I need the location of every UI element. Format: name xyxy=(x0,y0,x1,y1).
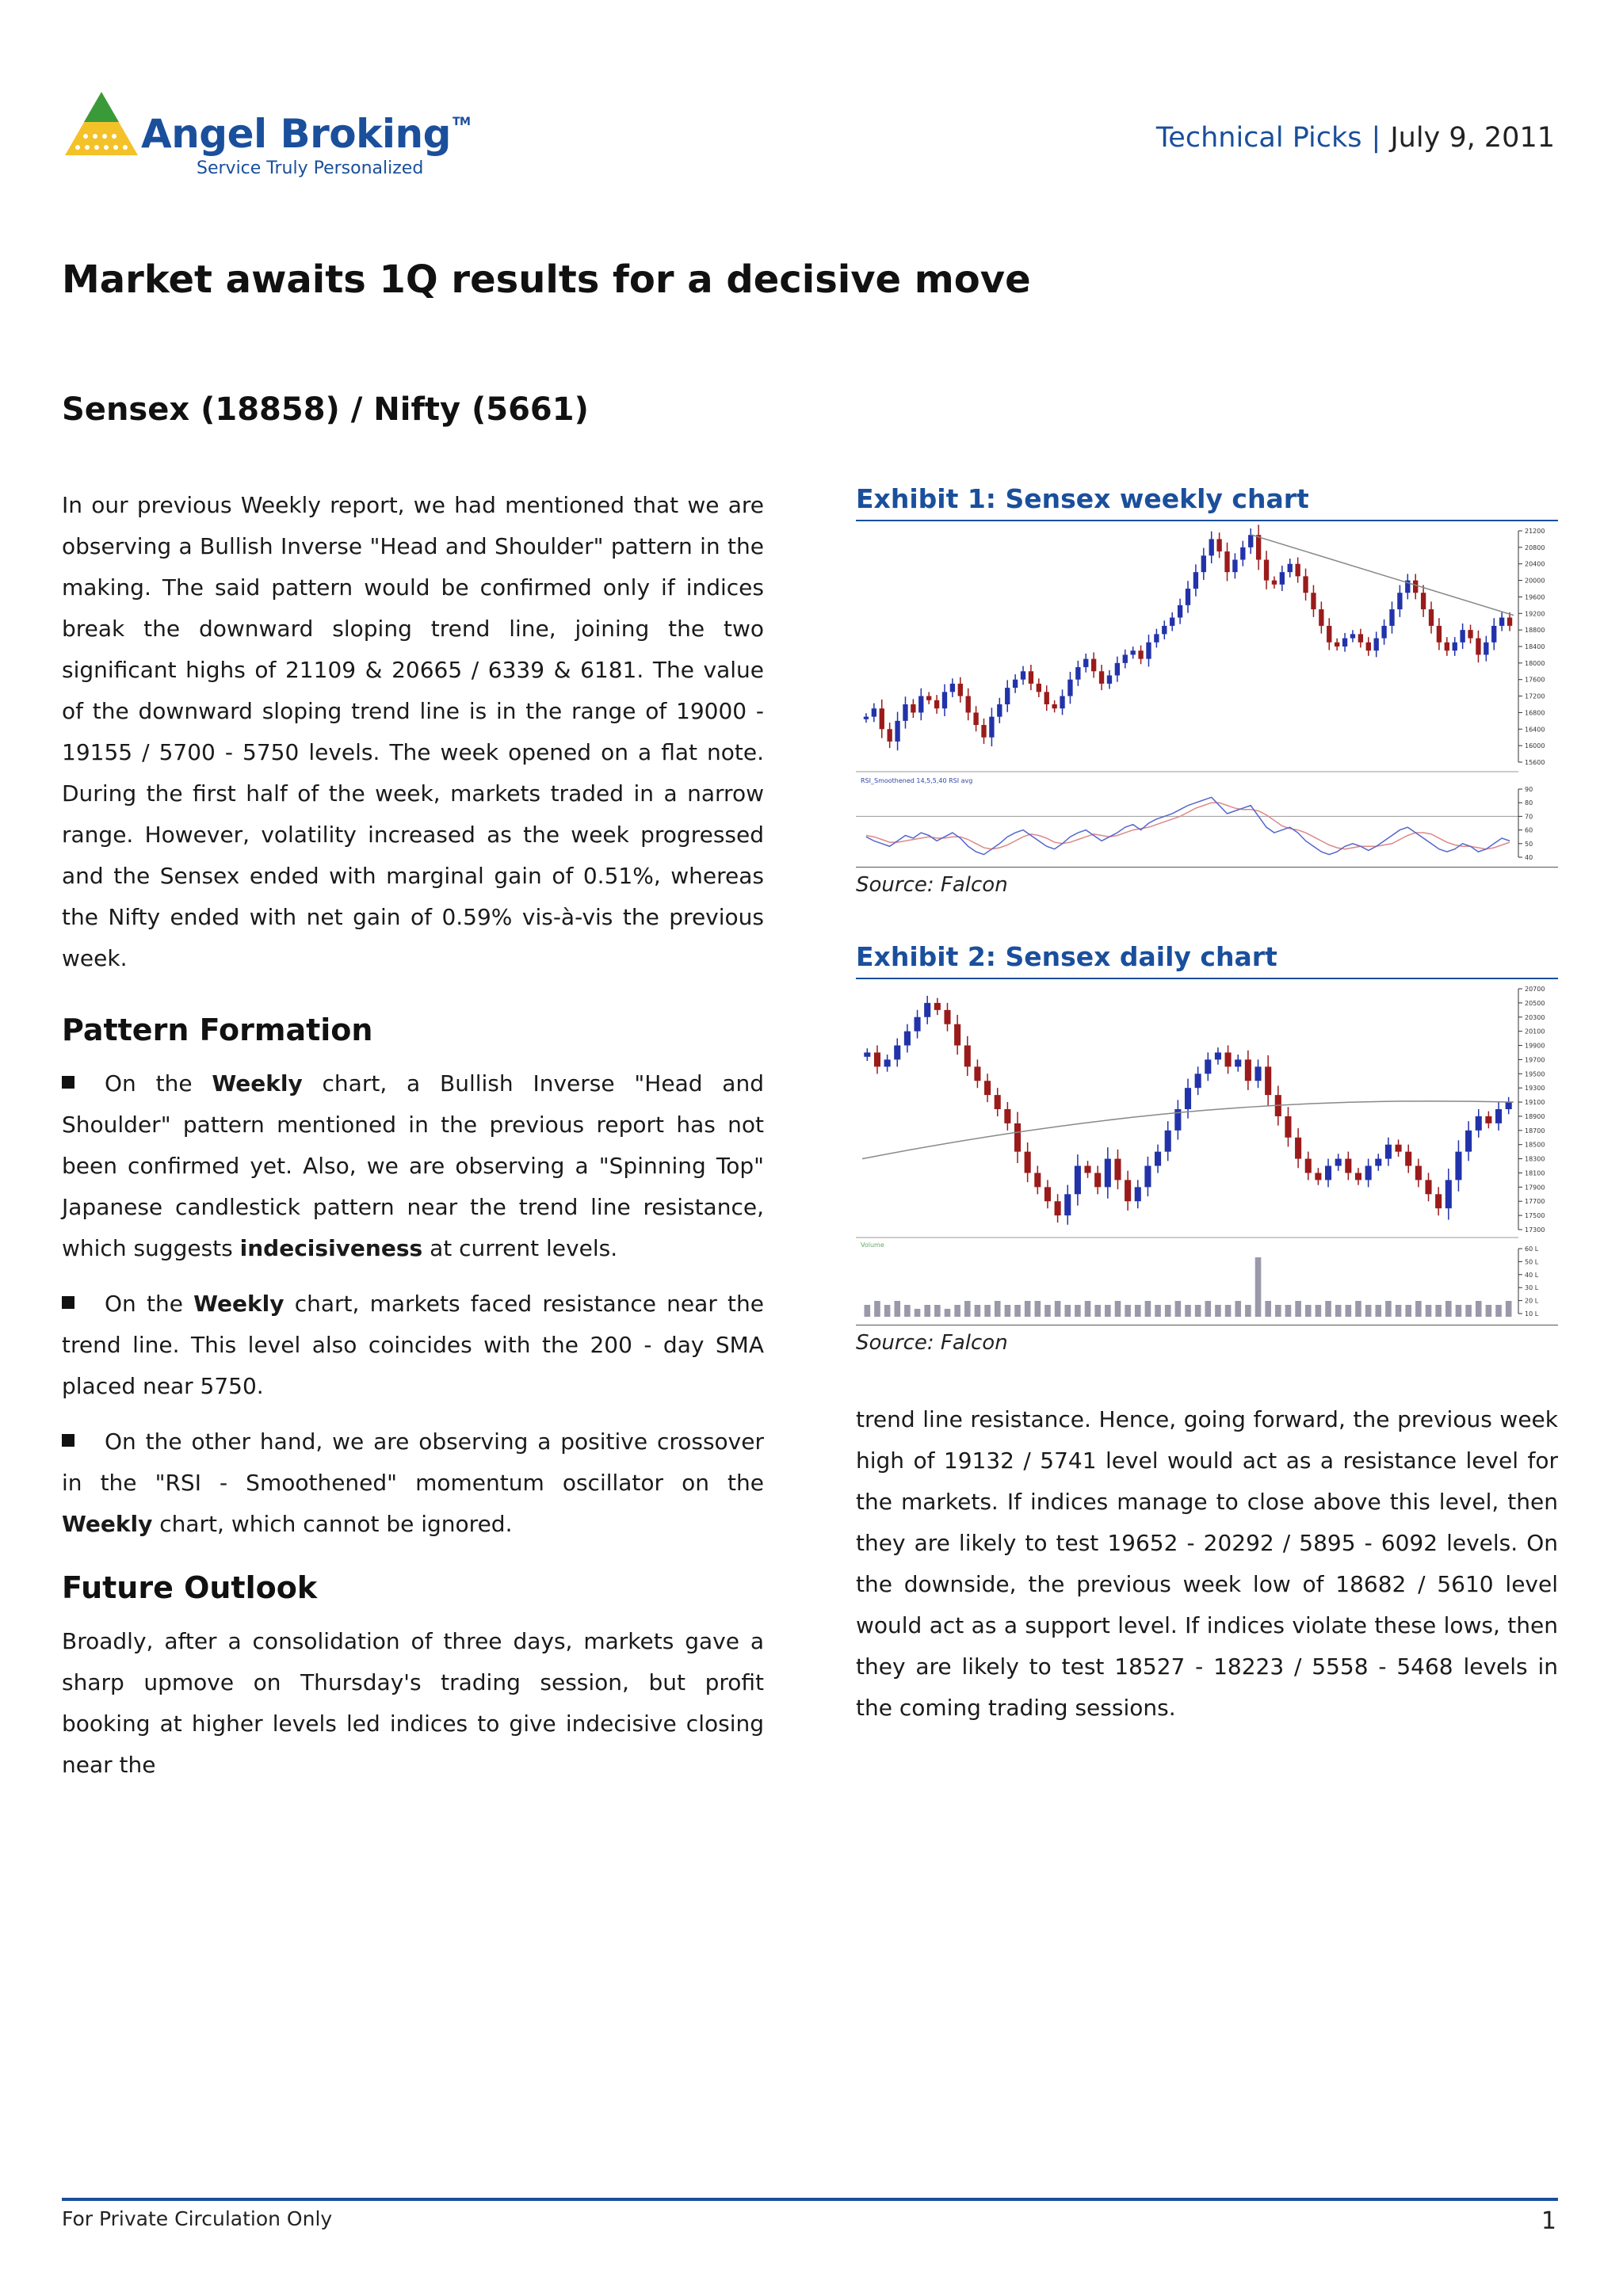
daily-candle xyxy=(1285,1116,1291,1138)
weekly-candle xyxy=(1240,547,1245,560)
weekly-candle xyxy=(1264,560,1269,581)
volume-bar xyxy=(1064,1305,1071,1317)
report-date: July 9, 2011 xyxy=(1390,122,1555,154)
daily-candle xyxy=(1055,1201,1061,1215)
daily-price-tick-label: 20500 xyxy=(1525,999,1545,1007)
weekly-candle xyxy=(887,729,892,742)
volume-bar xyxy=(1265,1301,1271,1317)
weekly-candle xyxy=(1029,671,1033,684)
daily-candle xyxy=(1345,1159,1351,1173)
weekly-candle xyxy=(872,708,876,716)
weekly-candle xyxy=(934,700,939,708)
weekly-price-tick-label: 20800 xyxy=(1525,543,1545,551)
volume-bar xyxy=(995,1301,1001,1317)
volume-bar xyxy=(1316,1305,1322,1317)
daily-candle xyxy=(1265,1066,1271,1095)
daily-candle xyxy=(1465,1131,1472,1152)
volume-tick-label: 40 L xyxy=(1525,1271,1539,1279)
weekly-candle xyxy=(1413,581,1418,593)
weekly-candle xyxy=(895,721,899,742)
daily-candle xyxy=(1485,1116,1491,1123)
daily-price-tick-label: 18300 xyxy=(1525,1155,1545,1163)
daily-candle xyxy=(1495,1109,1502,1123)
volume-bar xyxy=(1175,1301,1182,1317)
intro-paragraph: In our previous Weekly report, we had mentioned that we are observing a Bullish Inverse "Head and Shoulder" pattern in the making. The said pattern would be confirmed only if indices break the downward sloping trend line, joining the two significant highs of 21109 & 20665 / 6339 & 6181. The value of the downward sloping trend line is in the range of 19000 - 19155 / 5700 - 5750 levels. The week opened on a flat note. During the first half of the week, markets traded in a narrow range. However, volatility increased as the week progressed and the Sensex ended with marginal gain of 0.51%, whereas the Nifty ended with net gain of 0.59% vis-à-vis the previous week. xyxy=(62,492,764,971)
weekly-candle xyxy=(880,708,884,729)
daily-candle xyxy=(1425,1180,1431,1194)
volume-bar xyxy=(1155,1305,1161,1317)
daily-candle xyxy=(1415,1166,1422,1180)
volume-bar xyxy=(1365,1305,1372,1317)
rsi-tick-label: 40 xyxy=(1525,854,1533,861)
volume-bar xyxy=(1195,1305,1201,1317)
daily-candle xyxy=(974,1066,980,1081)
outlook-paragraph-2: trend line resistance. Hence, going forward, the previous week high of 19132 / 5741 level would act as a resistance level for the markets. If indices manage to close above this level, then they are likely to test 19652 - 20292 / 5895 - 6092 levels. On the downside, the previous week low of 18682 / 5610 level would act as a support level. If indices violate these lows, then they are likely to test 18527 - 18223 / 5558 - 5468 levels in the coming trading sessions. xyxy=(856,1406,1558,1721)
volume-bar xyxy=(1305,1305,1312,1317)
daily-candle xyxy=(1155,1152,1161,1166)
weekly-candle xyxy=(918,696,923,713)
exhibit1-title: Exhibit 1: Sensex weekly chart xyxy=(856,483,1309,514)
daily-candle xyxy=(944,1010,950,1024)
volume-bar xyxy=(1245,1305,1251,1317)
volume-bar xyxy=(1225,1305,1232,1317)
weekly-candle xyxy=(1178,605,1182,618)
weekly-candle xyxy=(1005,688,1010,704)
volume-bar xyxy=(1415,1301,1422,1317)
volume-bar xyxy=(1025,1301,1031,1317)
weekly-candle xyxy=(1232,560,1237,573)
weekly-candle xyxy=(1193,572,1198,589)
daily-candle xyxy=(1094,1173,1101,1187)
volume-bar xyxy=(945,1309,951,1317)
daily-candle xyxy=(1254,1066,1261,1081)
weekly-candle xyxy=(1389,609,1394,626)
weekly-candle xyxy=(1186,589,1190,605)
weekly-candle xyxy=(1037,684,1041,692)
weekly-candle xyxy=(1154,634,1159,642)
daily-candle xyxy=(1385,1145,1392,1159)
volume-bar xyxy=(975,1305,981,1317)
daily-price-tick-label: 20300 xyxy=(1525,1013,1545,1021)
weekly-candle xyxy=(1162,626,1167,634)
daily-candle xyxy=(1365,1166,1372,1180)
weekly-candle xyxy=(1350,634,1355,638)
weekly-candle xyxy=(1280,572,1285,585)
weekly-candle xyxy=(1374,639,1379,651)
volume-bar xyxy=(1185,1305,1191,1317)
daily-candle xyxy=(1506,1102,1512,1109)
daily-candle xyxy=(1014,1123,1021,1152)
exhibit1-bottom-rule xyxy=(856,867,1558,868)
daily-candle xyxy=(1225,1052,1232,1066)
weekly-candle xyxy=(1295,564,1300,577)
volume-bar xyxy=(1275,1305,1281,1317)
weekly-candle xyxy=(1123,654,1128,662)
volume-bar xyxy=(865,1305,871,1317)
weekly-candle xyxy=(1460,630,1465,643)
daily-candle xyxy=(915,1017,921,1032)
weekly-price-tick-label: 18400 xyxy=(1525,643,1545,650)
volume-bar xyxy=(1375,1305,1381,1317)
daily-candle xyxy=(995,1095,1001,1109)
daily-candle xyxy=(1455,1152,1461,1180)
daily-candle xyxy=(1144,1166,1151,1188)
volume-bar xyxy=(1235,1301,1241,1317)
volume-bar xyxy=(1495,1305,1502,1317)
daily-price-tick-label: 17900 xyxy=(1525,1184,1545,1192)
weekly-candle xyxy=(1060,696,1064,709)
volume-bar xyxy=(1165,1305,1171,1317)
volume-bar xyxy=(924,1305,930,1317)
weekly-candle xyxy=(1216,539,1221,551)
volume-bar xyxy=(874,1301,880,1317)
weekly-price-tick-label: 19600 xyxy=(1525,593,1545,601)
volume-tick-label: 50 L xyxy=(1525,1258,1539,1266)
volume-bar xyxy=(915,1309,921,1317)
weekly-candle xyxy=(1067,680,1072,696)
daily-candle xyxy=(1305,1159,1312,1173)
volume-bar xyxy=(1465,1305,1472,1317)
daily-price-tick-label: 19300 xyxy=(1525,1085,1545,1093)
daily-candle xyxy=(964,1046,971,1067)
volume-bar xyxy=(1295,1301,1301,1317)
volume-bar xyxy=(1385,1301,1392,1317)
weekly-candle xyxy=(1288,564,1293,572)
volume-bar xyxy=(1396,1305,1402,1317)
weekly-price-tick-label: 18000 xyxy=(1525,659,1545,667)
daily-price-tick-label: 20100 xyxy=(1525,1028,1545,1035)
weekly-candle xyxy=(1429,609,1434,626)
volume-bar xyxy=(1075,1305,1081,1317)
weekly-price-tick-label: 20400 xyxy=(1525,560,1545,568)
weekly-candle xyxy=(1445,643,1449,650)
weekly-candle xyxy=(1311,593,1316,609)
daily-candle xyxy=(1195,1074,1201,1088)
daily-candle xyxy=(1105,1159,1111,1188)
daily-candle xyxy=(1315,1173,1321,1180)
rsi-tick-label: 60 xyxy=(1525,826,1533,834)
daily-candle xyxy=(1185,1088,1191,1109)
weekly-price-tick-label: 15600 xyxy=(1525,759,1545,766)
weekly-candle xyxy=(1468,630,1472,638)
footer-disclaimer: For Private Circulation Only xyxy=(62,2207,333,2230)
volume-bar xyxy=(894,1301,900,1317)
volume-bar xyxy=(954,1305,960,1317)
weekly-price-tick-label: 16400 xyxy=(1525,726,1545,734)
weekly-price-tick-label: 16000 xyxy=(1525,742,1545,750)
weekly-candle xyxy=(973,712,978,725)
daily-candle xyxy=(1355,1173,1361,1180)
volume-bar xyxy=(1135,1305,1141,1317)
sensex-daily-chart xyxy=(856,982,1558,1323)
daily-candle xyxy=(1034,1173,1041,1187)
volume-bar xyxy=(964,1301,971,1317)
daily-price-tick-label: 18100 xyxy=(1525,1169,1545,1177)
daily-candle xyxy=(1235,1059,1241,1066)
volume-bar xyxy=(1145,1301,1151,1317)
weekly-candle xyxy=(1272,581,1277,585)
daily-candle xyxy=(1125,1180,1131,1201)
weekly-candle xyxy=(997,704,1002,717)
daily-candle xyxy=(1165,1131,1171,1152)
volume-tick-label: 60 L xyxy=(1525,1245,1539,1253)
volume-legend: Volume xyxy=(861,1241,884,1249)
exhibit1-source: Source: Falcon xyxy=(856,873,1008,897)
volume-tick-label: 10 L xyxy=(1525,1310,1539,1318)
weekly-candle xyxy=(1131,650,1136,654)
volume-bar xyxy=(1125,1305,1131,1317)
daily-candle xyxy=(884,1059,891,1066)
weekly-candle xyxy=(966,696,971,713)
daily-candle xyxy=(1025,1152,1031,1173)
daily-candle xyxy=(1044,1187,1051,1201)
daily-candle xyxy=(1335,1159,1342,1166)
weekly-candle xyxy=(1381,626,1386,639)
weekly-candle xyxy=(1256,535,1261,559)
volume-bar xyxy=(1445,1301,1452,1317)
rsi-tick-label: 50 xyxy=(1525,840,1533,848)
daily-candle xyxy=(1435,1194,1442,1208)
volume-bar xyxy=(1435,1305,1442,1317)
pattern-bullet-1: On the Weekly chart, a Bullish Inverse "Head and Shoulder" pattern mentioned in the previous report has not been confirmed yet. Also, we are observing a "Spinning Top" Japanese candlestick pattern near the trend line resistance, which suggests indecisiveness at current levels. xyxy=(62,1070,764,1261)
weekly-price-tick-label: 21200 xyxy=(1525,528,1545,535)
weekly-candle xyxy=(950,684,955,692)
volume-bar xyxy=(1426,1305,1432,1317)
weekly-candle xyxy=(1107,676,1112,684)
daily-candle xyxy=(1375,1159,1381,1166)
volume-bar xyxy=(1094,1305,1101,1317)
weekly-candle xyxy=(1358,634,1363,642)
weekly-candle xyxy=(1138,650,1143,658)
volume-bar xyxy=(1476,1301,1482,1317)
pattern-heading: Pattern Formation xyxy=(62,1013,373,1047)
daily-price-tick-label: 19100 xyxy=(1525,1099,1545,1107)
volume-bar xyxy=(1055,1301,1061,1317)
daily-candle xyxy=(1215,1052,1221,1059)
rsi-avg-line xyxy=(866,803,1510,849)
daily-candle xyxy=(894,1046,900,1060)
rsi-tick-label: 70 xyxy=(1525,813,1533,821)
rsi-legend: RSI_Smoothened 14,5,5,40 RSI avg xyxy=(861,777,973,784)
volume-bar xyxy=(1044,1305,1051,1317)
volume-bar xyxy=(1215,1305,1221,1317)
weekly-candle xyxy=(1499,618,1504,626)
exhibit2-title: Exhibit 2: Sensex daily chart xyxy=(856,941,1277,972)
volume-bar xyxy=(1115,1301,1121,1317)
daily-candle xyxy=(1084,1166,1090,1173)
volume-tick-label: 30 L xyxy=(1525,1284,1539,1292)
sensex-weekly-chart xyxy=(856,524,1558,865)
daily-price-tick-label: 17700 xyxy=(1525,1198,1545,1206)
rsi-tick-label: 80 xyxy=(1525,799,1533,807)
daily-price-tick-label: 17300 xyxy=(1525,1226,1545,1234)
volume-bar xyxy=(1486,1305,1492,1317)
left-column xyxy=(62,485,764,1786)
daily-candle xyxy=(874,1052,880,1066)
volume-bar xyxy=(1035,1301,1041,1317)
volume-bar xyxy=(1456,1305,1462,1317)
daily-price-tick-label: 18700 xyxy=(1525,1127,1545,1135)
weekly-candle xyxy=(1013,680,1018,688)
daily-candle xyxy=(1205,1059,1211,1074)
weekly-candle xyxy=(926,696,931,700)
volume-bar xyxy=(934,1305,941,1317)
exhibit2-rule xyxy=(856,978,1558,979)
weekly-candle xyxy=(989,717,994,738)
footer-rule xyxy=(62,2198,1558,2201)
weekly-candle xyxy=(1248,535,1253,547)
page-number: 1 xyxy=(1541,2207,1556,2235)
daily-candle xyxy=(954,1024,960,1046)
volume-bar xyxy=(1325,1301,1331,1317)
daily-candle xyxy=(1245,1059,1251,1081)
weekly-candle xyxy=(1491,626,1496,643)
rsi-line xyxy=(866,797,1510,854)
page-title: Market awaits 1Q results for a decisive move xyxy=(62,257,1031,302)
daily-candle xyxy=(1476,1116,1482,1131)
weekly-price-tick-label: 20000 xyxy=(1525,577,1545,585)
daily-price-tick-label: 19700 xyxy=(1525,1056,1545,1064)
weekly-candle xyxy=(1201,555,1206,572)
weekly-candle xyxy=(1366,643,1371,650)
daily-price-tick-label: 20700 xyxy=(1525,986,1545,993)
volume-bar xyxy=(1005,1305,1011,1317)
weekly-candle xyxy=(1342,639,1347,646)
volume-bar xyxy=(1255,1257,1262,1317)
daily-price-tick-label: 19900 xyxy=(1525,1042,1545,1050)
company-logo xyxy=(62,89,471,184)
daily-candle xyxy=(904,1032,911,1046)
volume-bar xyxy=(884,1305,891,1317)
weekly-candle xyxy=(1303,576,1308,593)
outlook-paragraph-1: Broadly, after a consolidation of three days, markets gave a sharp upmove on Thursday's trading session, but profit booking at higher levels led indices to give indecisive closing near the xyxy=(62,1628,764,1778)
daily-candle xyxy=(934,1003,941,1010)
weekly-candle xyxy=(1319,609,1323,626)
volume-bar xyxy=(1405,1305,1411,1317)
weekly-candle xyxy=(958,684,963,696)
weekly-price-tick-label: 19200 xyxy=(1525,610,1545,618)
weekly-candle xyxy=(1484,643,1488,655)
weekly-candle xyxy=(942,692,947,708)
logo-tagline: Service Truly Personalized xyxy=(197,158,424,178)
weekly-price-tick-label: 17600 xyxy=(1525,676,1545,684)
bullet-square-icon xyxy=(62,1076,74,1089)
volume-bar xyxy=(1335,1305,1342,1317)
weekly-candle xyxy=(1507,618,1512,626)
weekly-candle xyxy=(1209,539,1214,555)
weekly-candle xyxy=(981,725,986,738)
volume-tick-label: 20 L xyxy=(1525,1297,1539,1305)
volume-bar xyxy=(904,1305,911,1317)
weekly-candle xyxy=(1335,643,1339,646)
bullet-square-icon xyxy=(62,1434,74,1447)
weekly-candle xyxy=(1091,659,1096,672)
daily-price-tick-label: 18500 xyxy=(1525,1141,1545,1149)
daily-candle xyxy=(864,1052,870,1056)
weekly-price-tick-label: 16800 xyxy=(1525,709,1545,717)
weekly-candle xyxy=(1044,692,1049,704)
daily-candle xyxy=(1114,1159,1121,1180)
weekly-candle xyxy=(1421,593,1426,609)
weekly-candle xyxy=(1021,671,1025,679)
weekly-candle xyxy=(1327,626,1331,643)
daily-candle xyxy=(1064,1194,1071,1215)
daily-candle xyxy=(1295,1138,1301,1159)
volume-bar xyxy=(1205,1301,1211,1317)
weekly-candle xyxy=(1397,593,1402,609)
volume-bar xyxy=(1014,1305,1021,1317)
weekly-candle xyxy=(1099,671,1104,684)
report-header xyxy=(1156,122,1555,154)
volume-bar xyxy=(1285,1305,1292,1317)
weekly-candle xyxy=(903,704,907,721)
outlook-heading: Future Outlook xyxy=(62,1570,318,1605)
daily-candle xyxy=(1135,1187,1141,1201)
daily-candle xyxy=(924,1003,930,1017)
weekly-candle xyxy=(864,717,869,719)
weekly-candle xyxy=(1170,618,1174,626)
pattern-bullet-3: On the other hand, we are observing a positive crossover in the "RSI - Smoothened" momentum oscillator on the Weekly chart, which cannot be ignored. xyxy=(62,1428,764,1537)
daily-candle xyxy=(1004,1109,1010,1123)
bullet-square-icon xyxy=(62,1296,74,1309)
pattern-bullet-2: On the Weekly chart, markets faced resistance near the trend line. This level also coincides with the 200 - day SMA placed near 5750. xyxy=(62,1291,764,1399)
weekly-price-tick-label: 18800 xyxy=(1525,627,1545,635)
exhibit1-rule xyxy=(856,520,1558,521)
weekly-candle xyxy=(1052,704,1056,708)
weekly-candle xyxy=(1224,551,1229,572)
daily-candle xyxy=(984,1081,991,1095)
daily-price-tick-label: 17500 xyxy=(1525,1212,1545,1220)
exhibit1-chart xyxy=(856,524,1558,865)
logo-wordmark: Angel Broking ™ xyxy=(141,111,471,157)
volume-bar xyxy=(1506,1301,1512,1317)
header-separator: | xyxy=(1371,122,1381,154)
weekly-candle xyxy=(1075,667,1080,680)
weekly-candle xyxy=(1437,626,1442,643)
rsi-tick-label: 90 xyxy=(1525,786,1533,793)
exhibit2-source: Source: Falcon xyxy=(856,1331,1008,1355)
volume-bar xyxy=(1346,1305,1352,1317)
volume-bar xyxy=(984,1305,991,1317)
daily-price-tick-label: 18900 xyxy=(1525,1112,1545,1120)
pyramid-logo-icon xyxy=(62,89,141,157)
volume-bar xyxy=(1085,1301,1091,1317)
exhibit2-chart xyxy=(856,982,1558,1323)
page-subtitle: Sensex (18858) / Nifty (5661) xyxy=(62,391,589,428)
volume-bar xyxy=(1105,1305,1111,1317)
weekly-candle xyxy=(1453,643,1457,650)
weekly-candle xyxy=(1476,639,1480,655)
publication-name: Technical Picks xyxy=(1155,122,1362,154)
weekly-candle xyxy=(1115,663,1120,676)
volume-bar xyxy=(1355,1301,1361,1317)
daily-candle xyxy=(1325,1166,1331,1180)
daily-price-tick-label: 19500 xyxy=(1525,1070,1545,1078)
daily-candle xyxy=(1396,1145,1402,1152)
daily-candle xyxy=(1075,1166,1081,1195)
weekly-price-tick-label: 17200 xyxy=(1525,692,1545,700)
weekly-candle xyxy=(911,704,915,712)
weekly-candle xyxy=(1083,659,1088,667)
right-column-text xyxy=(856,1399,1558,1729)
daily-candle xyxy=(1405,1152,1411,1166)
weekly-candle xyxy=(1146,643,1151,659)
daily-candle xyxy=(1445,1180,1452,1208)
